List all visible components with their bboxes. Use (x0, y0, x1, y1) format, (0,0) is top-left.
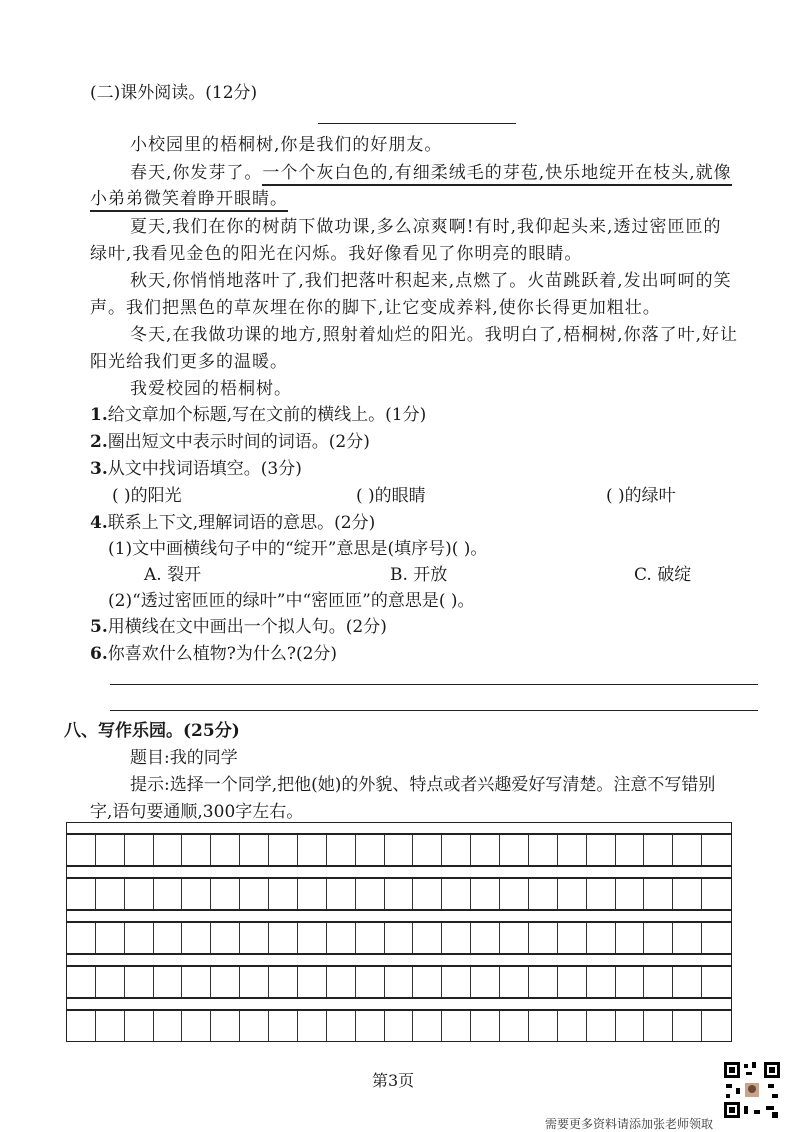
question-number: 3. (90, 459, 108, 479)
grid-cell[interactable] (125, 835, 154, 865)
grid-cell[interactable] (96, 879, 125, 909)
grid-cell[interactable] (471, 835, 500, 865)
grid-row[interactable] (66, 878, 732, 910)
grid-cell[interactable] (67, 1011, 96, 1041)
question-number: 5. (90, 617, 108, 637)
grid-cell[interactable] (413, 967, 442, 997)
grid-cell[interactable] (558, 835, 587, 865)
grid-cell[interactable] (673, 967, 702, 997)
passage-line: 绿叶,我看见金色的阳光在闪烁。我好像看见了你明亮的眼睛。 (90, 244, 583, 264)
grid-cell[interactable] (356, 879, 385, 909)
grid-cell[interactable] (702, 835, 731, 865)
grid-cell[interactable] (587, 1011, 616, 1041)
grid-cell[interactable] (154, 1011, 183, 1041)
footer-note: 需要更多资料请添加张老师领取 (545, 1117, 714, 1131)
grid-cell[interactable] (500, 923, 529, 953)
grid-row[interactable] (66, 922, 732, 954)
grid-cell[interactable] (529, 1011, 558, 1041)
grid-cell[interactable] (673, 835, 702, 865)
grid-cell[interactable] (211, 1011, 240, 1041)
grid-cell[interactable] (211, 967, 240, 997)
grid-cell[interactable] (240, 835, 269, 865)
grid-cell[interactable] (587, 967, 616, 997)
question-number: 4. (90, 513, 108, 533)
grid-cell[interactable] (385, 1011, 414, 1041)
grid-cell[interactable] (644, 835, 673, 865)
grid-spacer-row (66, 998, 732, 1010)
grid-cell[interactable] (298, 835, 327, 865)
grid-cell[interactable] (327, 923, 356, 953)
grid-cell[interactable] (154, 879, 183, 909)
grid-cell[interactable] (702, 879, 731, 909)
grid-cell[interactable] (529, 923, 558, 953)
option-b[interactable]: B. 开放 (390, 565, 448, 585)
question-5 (90, 612, 387, 637)
question-number: 2. (90, 432, 108, 452)
passage-line (130, 158, 732, 183)
grid-cell[interactable] (558, 1011, 587, 1041)
grid-cell[interactable] (587, 923, 616, 953)
grid-cell[interactable] (673, 923, 702, 953)
grid-cell[interactable] (500, 879, 529, 909)
grid-cell[interactable] (96, 835, 125, 865)
grid-cell[interactable] (644, 967, 673, 997)
grid-cell[interactable] (67, 923, 96, 953)
grid-spacer-row (66, 910, 732, 922)
grid-cell[interactable] (154, 923, 183, 953)
grid-cell[interactable] (702, 1011, 731, 1041)
grid-cell[interactable] (125, 967, 154, 997)
grid-cell[interactable] (413, 879, 442, 909)
grid-cell[interactable] (529, 879, 558, 909)
grid-cell[interactable] (67, 879, 96, 909)
grid-cell[interactable] (269, 835, 298, 865)
grid-cell[interactable] (616, 967, 645, 997)
grid-cell[interactable] (500, 967, 529, 997)
question-3 (90, 454, 302, 479)
grid-cell[interactable] (327, 879, 356, 909)
question-number: 1. (90, 405, 108, 425)
question-text: 圈出短文中表示时间的词语。(2分) (107, 432, 370, 452)
grid-cell[interactable] (385, 879, 414, 909)
passage-line: 阳光给我们更多的温暖。 (90, 352, 288, 372)
grid-cell[interactable] (413, 923, 442, 953)
grid-cell[interactable] (616, 835, 645, 865)
essay-topic: 题目:我的同学 (130, 748, 238, 768)
grid-cell[interactable] (442, 835, 471, 865)
question-4 (90, 508, 375, 533)
grid-cell[interactable] (385, 923, 414, 953)
underlined-sentence: 一个个灰白色的,有细柔绒毛的芽苞,快乐地绽开在枝头,就像 (262, 163, 731, 186)
grid-cell[interactable] (67, 967, 96, 997)
grid-cell[interactable] (558, 923, 587, 953)
passage-line (90, 184, 288, 209)
grid-cell[interactable] (154, 835, 183, 865)
grid-cell[interactable] (269, 1011, 298, 1041)
fill-blank[interactable]: ( )的阳光 (112, 486, 182, 506)
grid-cell[interactable] (154, 967, 183, 997)
question-6 (90, 639, 337, 664)
grid-cell[interactable] (269, 923, 298, 953)
grid-cell[interactable] (500, 835, 529, 865)
question-text: 用横线在文中画出一个拟人句。(2分) (107, 617, 387, 637)
fill-blank[interactable]: ( )的绿叶 (606, 486, 676, 506)
grid-cell[interactable] (240, 923, 269, 953)
grid-cell[interactable] (211, 923, 240, 953)
grid-cell[interactable] (269, 879, 298, 909)
grid-cell[interactable] (327, 1011, 356, 1041)
grid-spacer-row (66, 866, 732, 878)
grid-cell[interactable] (298, 967, 327, 997)
grid-cell[interactable] (644, 1011, 673, 1041)
grid-row[interactable] (66, 834, 732, 866)
page-number: 第3页 (372, 1071, 415, 1090)
passage-line: 声。我们把黑色的草灰埋在你的脚下,让它变成养料,使你长得更加粗壮。 (90, 298, 661, 318)
passage-line: 我爱校园的梧桐树。 (130, 379, 292, 399)
grid-cell[interactable] (442, 923, 471, 953)
grid-cell[interactable] (587, 835, 616, 865)
question-2 (90, 427, 370, 452)
grid-cell[interactable] (385, 835, 414, 865)
essay-hint: 提示:选择一个同学,把他(她)的外貌、特点或者兴趣爱好写清楚。注意不写错别 (130, 775, 716, 795)
grid-cell[interactable] (125, 879, 154, 909)
question-4-2: (2)“透过密匝匝的绿叶”中“密匝匝”的意思是( )。 (108, 591, 475, 611)
question-4-1: (1)文中画横线句子中的“绽开”意思是(填序号)( )。 (108, 539, 488, 559)
grid-cell[interactable] (182, 967, 211, 997)
grid-cell[interactable] (442, 879, 471, 909)
question-text: 从文中找词语填空。(3分) (107, 459, 302, 479)
grid-cell[interactable] (96, 1011, 125, 1041)
grid-cell[interactable] (442, 967, 471, 997)
grid-cell[interactable] (385, 967, 414, 997)
answer-line[interactable] (110, 710, 758, 711)
grid-cell[interactable] (558, 879, 587, 909)
grid-cell[interactable] (298, 923, 327, 953)
passage-line: 秋天,你悄悄地落叶了,我们把落叶积起来,点燃了。火苗跳跃着,发出呵呵的笑 (130, 271, 732, 291)
grid-cell[interactable] (356, 923, 385, 953)
question-number: 6. (90, 644, 108, 664)
grid-cell[interactable] (327, 967, 356, 997)
section-title: (二)课外阅读。(12分) (90, 83, 258, 103)
grid-cell[interactable] (96, 967, 125, 997)
option-a[interactable]: A. 裂开 (144, 565, 202, 585)
grid-cell[interactable] (529, 967, 558, 997)
section-title: 八、写作乐园。(25分) (64, 721, 240, 741)
essay-hint: 字,语句要通顺,300字左右。 (90, 802, 304, 822)
grid-cell[interactable] (125, 923, 154, 953)
question-1 (90, 400, 426, 425)
grid-cell[interactable] (673, 879, 702, 909)
grid-spacer-row (66, 954, 732, 966)
grid-cell[interactable] (413, 835, 442, 865)
grid-cell[interactable] (356, 1011, 385, 1041)
grid-cell[interactable] (616, 879, 645, 909)
grid-cell[interactable] (558, 967, 587, 997)
passage-text: 春天,你发芽了。 (130, 163, 263, 183)
grid-cell[interactable] (471, 879, 500, 909)
grid-cell[interactable] (240, 967, 269, 997)
underlined-sentence: 小弟弟微笑着睁开眼睛。 (90, 189, 288, 212)
grid-cell[interactable] (356, 835, 385, 865)
grid-cell[interactable] (471, 967, 500, 997)
grid-cell[interactable] (587, 879, 616, 909)
grid-cell[interactable] (356, 967, 385, 997)
question-text: 给文章加个标题,写在文前的横线上。(1分) (107, 405, 427, 425)
qr-code-icon (722, 1060, 782, 1120)
grid-cell[interactable] (298, 1011, 327, 1041)
grid-cell[interactable] (442, 1011, 471, 1041)
grid-row[interactable] (66, 966, 732, 998)
grid-cell[interactable] (240, 1011, 269, 1041)
grid-cell[interactable] (211, 879, 240, 909)
grid-row[interactable] (66, 1010, 732, 1042)
grid-cell[interactable] (269, 967, 298, 997)
grid-cell[interactable] (413, 1011, 442, 1041)
grid-cell[interactable] (240, 879, 269, 909)
grid-cell[interactable] (673, 1011, 702, 1041)
title-blank-line (318, 123, 516, 124)
grid-cell[interactable] (182, 835, 211, 865)
grid-cell[interactable] (471, 1011, 500, 1041)
grid-cell[interactable] (298, 879, 327, 909)
grid-cell[interactable] (644, 923, 673, 953)
grid-cell[interactable] (182, 923, 211, 953)
grid-cell[interactable] (500, 1011, 529, 1041)
passage-line: 冬天,在我做功课的地方,照射着灿烂的阳光。我明白了,梧桐树,你落了叶,好让 (130, 325, 739, 345)
answer-line[interactable] (110, 684, 758, 685)
fill-blank[interactable]: ( )的眼睛 (356, 486, 426, 506)
grid-cell[interactable] (182, 879, 211, 909)
grid-cell[interactable] (616, 923, 645, 953)
grid-cell[interactable] (471, 923, 500, 953)
grid-cell[interactable] (616, 1011, 645, 1041)
grid-cell[interactable] (96, 923, 125, 953)
passage-line: 夏天,我们在你的树荫下做功课,多么凉爽啊!有时,我仰起头来,透过密匝匝的 (130, 217, 722, 237)
grid-cell[interactable] (702, 923, 731, 953)
grid-spacer-row (66, 822, 732, 834)
grid-cell[interactable] (125, 1011, 154, 1041)
question-text: 联系上下文,理解词语的意思。(2分) (107, 513, 376, 533)
grid-cell[interactable] (529, 835, 558, 865)
question-text: 你喜欢什么植物?为什么?(2分) (107, 644, 338, 664)
grid-cell[interactable] (702, 967, 731, 997)
grid-cell[interactable] (67, 835, 96, 865)
option-c[interactable]: C. 破绽 (634, 565, 692, 585)
passage-line: 小校园里的梧桐树,你是我们的好朋友。 (130, 135, 443, 155)
grid-cell[interactable] (327, 835, 356, 865)
grid-cell[interactable] (644, 879, 673, 909)
grid-cell[interactable] (211, 835, 240, 865)
grid-cell[interactable] (182, 1011, 211, 1041)
